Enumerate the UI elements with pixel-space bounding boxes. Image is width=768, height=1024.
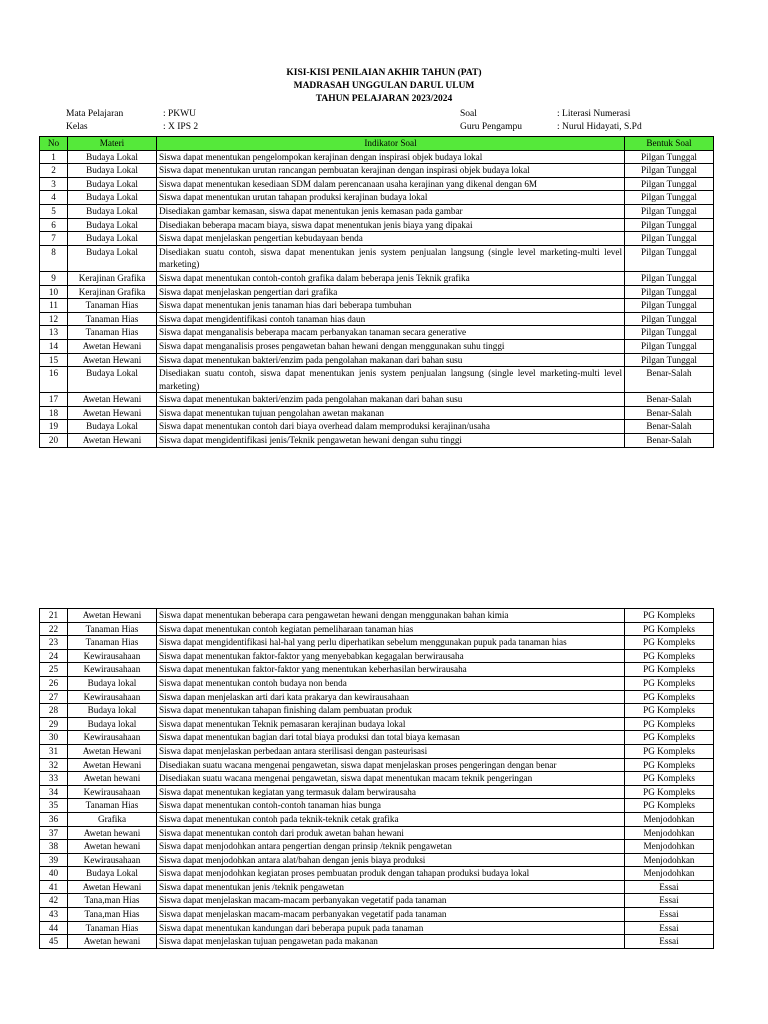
cell-bentuk: PG Kompleks — [625, 609, 714, 623]
cell-no: 2 — [40, 164, 68, 178]
cell-indikator: Siswa dapat menentukan kandungan dari beberapa pupuk pada tanaman — [157, 921, 625, 935]
cell-no: 37 — [40, 826, 68, 840]
cell-indikator: Siswa dapat menentukan contoh dari produk awetan bahan hewani — [157, 826, 625, 840]
cell-indikator: Siswa dapat menentukan faktor-faktor yang menentukan keberhasilan berwirausaha — [157, 663, 625, 677]
cell-no: 24 — [40, 649, 68, 663]
table-row — [40, 312, 714, 326]
cell-indikator: Disediakan suatu contoh, siswa dapat menentukan jenis system penjualan langsung (single level marketing-multi level marketing) — [157, 245, 625, 271]
cell-no: 33 — [40, 772, 68, 786]
cell-indikator: Siswa dapat mengidentifikasi contoh tanaman hias daun — [157, 312, 625, 326]
cell-materi: Budaya lokal — [68, 704, 157, 718]
cell-no: 22 — [40, 622, 68, 636]
table-row — [40, 731, 714, 745]
cell-materi: Awetan hewani — [68, 935, 157, 949]
cell-materi: Awetan Hewani — [68, 609, 157, 623]
cell-bentuk: PG Kompleks — [625, 676, 714, 690]
cell-indikator: Siswa dapat menentukan contoh kegiatan pemeliharaan tanaman hias — [157, 622, 625, 636]
cell-no: 14 — [40, 339, 68, 353]
cell-materi: Budaya Lokal — [68, 867, 157, 881]
cell-indikator: Siswa dapat menentukan contoh-contoh grafika dalam beberapa jenis Teknik grafika — [157, 271, 625, 285]
cell-no: 44 — [40, 921, 68, 935]
cell-materi: Tana,man Hias — [68, 908, 157, 922]
table-row — [40, 204, 714, 218]
cell-indikator: Siswa dapat menjodohkan kegiatan proses pembuatan produk dengan tahapan produksi budaya lokal — [157, 867, 625, 881]
table-row — [40, 299, 714, 313]
cell-materi: Budaya Lokal — [68, 232, 157, 246]
table-row — [40, 935, 714, 949]
cell-indikator: Siswa dapat menentukan jenis /teknik pengawetan — [157, 880, 625, 894]
table-row — [40, 772, 714, 786]
table-row — [40, 894, 714, 908]
cell-bentuk: Essai — [625, 935, 714, 949]
table-row — [40, 880, 714, 894]
cell-bentuk: Pilgan Tunggal — [625, 232, 714, 246]
table-row — [40, 420, 714, 434]
cell-bentuk: Essai — [625, 880, 714, 894]
table-row — [40, 609, 714, 623]
cell-bentuk: PG Kompleks — [625, 744, 714, 758]
cell-bentuk: Pilgan Tunggal — [625, 353, 714, 367]
cell-no: 25 — [40, 663, 68, 677]
cell-no: 15 — [40, 353, 68, 367]
mapel-label: Mata Pelajaran — [66, 109, 124, 119]
cell-indikator: Siswa dapat menjelaskan macam-macam perbanyakan vegetatif pada tanaman — [157, 894, 625, 908]
cell-materi: Grafika — [68, 812, 157, 826]
cell-materi: Budaya Lokal — [68, 367, 157, 393]
cell-no: 41 — [40, 880, 68, 894]
cell-indikator: Disediakan gambar kemasan, siswa dapat menentukan jenis kemasan pada gambar — [157, 204, 625, 218]
cell-no: 28 — [40, 704, 68, 718]
cell-bentuk: PG Kompleks — [625, 663, 714, 677]
table-row — [40, 853, 714, 867]
soal-label: Soal — [460, 109, 477, 119]
cell-indikator: Siswa dapat menentukan contoh dari biaya overhead dalam memproduksi kerajinan/usaha — [157, 420, 625, 434]
table-row — [40, 271, 714, 285]
cell-materi: Kewirausahaan — [68, 731, 157, 745]
cell-indikator: Disediakan suatu wacana mengenai pengawetan, siswa dapat menentukan macam teknik pengeringan — [157, 772, 625, 786]
table-row — [40, 622, 714, 636]
cell-bentuk: Pilgan Tunggal — [625, 245, 714, 271]
cell-no: 31 — [40, 744, 68, 758]
table-row — [40, 908, 714, 922]
cell-indikator: Siswa dapat mengidentifikasi jenis/Teknik pengawetan hewani dengan suhu tinggi — [157, 434, 625, 448]
table-row — [40, 232, 714, 246]
cell-bentuk: PG Kompleks — [625, 649, 714, 663]
table-row — [40, 690, 714, 704]
cell-bentuk: Essai — [625, 908, 714, 922]
cell-no: 36 — [40, 812, 68, 826]
table-row — [40, 367, 714, 393]
cell-bentuk: PG Kompleks — [625, 690, 714, 704]
kelas-value: : X IPS 2 — [163, 122, 199, 132]
cell-materi: Awetan Hewani — [68, 406, 157, 420]
cell-bentuk: Pilgan Tunggal — [625, 271, 714, 285]
cell-materi: Tana,man Hias — [68, 894, 157, 908]
cell-no: 18 — [40, 406, 68, 420]
cell-indikator: Siswa dapat menjodohkan antara pengertian dengan prinsip /teknik pengawetan — [157, 840, 625, 854]
table-row — [40, 245, 714, 271]
title-line-3: TAHUN PELAJARAN 2023/2024 — [315, 94, 453, 104]
cell-bentuk: Menjodohkan — [625, 867, 714, 881]
cell-no: 9 — [40, 271, 68, 285]
table-row — [40, 744, 714, 758]
cell-bentuk: PG Kompleks — [625, 636, 714, 650]
cell-materi: Budaya Lokal — [68, 150, 157, 164]
table-row — [40, 285, 714, 299]
cell-materi: Kewirausahaan — [68, 853, 157, 867]
cell-no: 27 — [40, 690, 68, 704]
table-body — [40, 609, 714, 949]
cell-no: 16 — [40, 367, 68, 393]
cell-bentuk: Pilgan Tunggal — [625, 339, 714, 353]
cell-indikator: Disediakan suatu contoh, siswa dapat menentukan jenis system penjualan langsung (single level marketing-multi level marketing) — [157, 367, 625, 393]
cell-materi: Awetan Hewani — [68, 744, 157, 758]
cell-materi: Awetan Hewani — [68, 758, 157, 772]
cell-bentuk: PG Kompleks — [625, 758, 714, 772]
cell-bentuk: PG Kompleks — [625, 717, 714, 731]
table-row — [40, 191, 714, 205]
cell-no: 4 — [40, 191, 68, 205]
table-row — [40, 785, 714, 799]
table-row — [40, 676, 714, 690]
cell-indikator: Siswa dapat menjodohkan antara alat/bahan dengan jenis biaya produksi — [157, 853, 625, 867]
cell-materi: Tanaman Hias — [68, 312, 157, 326]
cell-indikator: Siswa dapat menentukan urutan tahapan produksi kerajinan budaya lokal — [157, 191, 625, 205]
cell-indikator: Siswa dapat menentukan urutan rancangan pembuatan kerajinan dengan inspirasi objek budaya lokal — [157, 164, 625, 178]
cell-materi: Awetan Hewani — [68, 339, 157, 353]
header-no: No — [40, 137, 68, 151]
table-row — [40, 636, 714, 650]
cell-materi: Budaya Lokal — [68, 177, 157, 191]
table-row — [40, 826, 714, 840]
cell-bentuk: Essai — [625, 894, 714, 908]
cell-no: 43 — [40, 908, 68, 922]
cell-indikator: Siswa dapat menentukan Teknik pemasaran kerajinan budaya lokal — [157, 717, 625, 731]
cell-indikator: Siswa dapat menentukan bagian dari total biaya produksi dan total biaya kemasan — [157, 731, 625, 745]
cell-no: 38 — [40, 840, 68, 854]
cell-no: 40 — [40, 867, 68, 881]
cell-indikator: Siswa dapat menentukan kegiatan yang termasuk dalam berwirausaha — [157, 785, 625, 799]
cell-bentuk: Benar-Salah — [625, 406, 714, 420]
kisi-kisi-table-page-1 — [39, 136, 714, 448]
cell-no: 8 — [40, 245, 68, 271]
cell-indikator: Siswa dapat menganalisis proses pengawetan bahan hewani dengan menggunakan suhu tinggi — [157, 339, 625, 353]
cell-materi: Awetan Hewani — [68, 393, 157, 407]
table-row — [40, 812, 714, 826]
cell-indikator: Siswa dapat menentukan bakteri/enzim pada pengolahan makanan dari bahan susu — [157, 393, 625, 407]
cell-no: 6 — [40, 218, 68, 232]
header-bentuk: Bentuk Soal — [625, 137, 714, 151]
cell-materi: Kerajinan Grafika — [68, 285, 157, 299]
cell-bentuk: Menjodohkan — [625, 812, 714, 826]
cell-bentuk: Pilgan Tunggal — [625, 150, 714, 164]
title-line-2: MADRASAH UNGGULAN DARUL ULUM — [293, 81, 475, 91]
cell-indikator: Siswa dapan menjelaskan arti dari kata prakarya dan kewirausahaan — [157, 690, 625, 704]
cell-materi: Budaya lokal — [68, 717, 157, 731]
cell-no: 35 — [40, 799, 68, 813]
cell-indikator: Siswa dapat menentukan contoh pada teknik-teknik cetak grafika — [157, 812, 625, 826]
cell-bentuk: Menjodohkan — [625, 840, 714, 854]
table-header-row — [40, 137, 714, 151]
cell-indikator: Siswa dapat menentukan faktor-faktor yang menyebabkan kegagalan berwirausaha — [157, 649, 625, 663]
cell-bentuk: PG Kompleks — [625, 731, 714, 745]
cell-bentuk: PG Kompleks — [625, 785, 714, 799]
cell-materi: Kewirausahaan — [68, 663, 157, 677]
cell-bentuk: Pilgan Tunggal — [625, 204, 714, 218]
table-row — [40, 434, 714, 448]
table-row — [40, 663, 714, 677]
header-indikator: Indikator Soal — [157, 137, 625, 151]
cell-bentuk: PG Kompleks — [625, 772, 714, 786]
cell-bentuk: Pilgan Tunggal — [625, 326, 714, 340]
cell-bentuk: Benar-Salah — [625, 434, 714, 448]
cell-indikator: Siswa dapat menentukan beberapa cara pengawetan hewani dengan menggunakan bahan kimia — [157, 609, 625, 623]
cell-bentuk: Menjodohkan — [625, 826, 714, 840]
cell-no: 45 — [40, 935, 68, 949]
cell-indikator: Siswa dapat menjelaskan macam-macam perbanyakan vegetatif pada tanaman — [157, 908, 625, 922]
cell-materi: Budaya Lokal — [68, 420, 157, 434]
cell-no: 17 — [40, 393, 68, 407]
cell-bentuk: Pilgan Tunggal — [625, 285, 714, 299]
cell-indikator: Disediakan beberapa macam biaya, siswa dapat menentukan jenis biaya yang dipakai — [157, 218, 625, 232]
table-row — [40, 799, 714, 813]
table-row — [40, 840, 714, 854]
cell-indikator: Siswa dapat menentukan tahapan finishing dalam pembuatan produk — [157, 704, 625, 718]
cell-materi: Tanaman Hias — [68, 299, 157, 313]
kisi-kisi-table-page-2 — [39, 608, 714, 949]
guru-value: : Nurul Hidayati, S.Pd — [557, 122, 642, 132]
cell-indikator: Siswa dapat mengidentifikasi hal-hal yang perlu diperhatikan sebelum menggunakan pupuk pada tanaman hias — [157, 636, 625, 650]
cell-materi: Awetan Hewani — [68, 353, 157, 367]
cell-no: 34 — [40, 785, 68, 799]
cell-indikator: Disediakan suatu wacana mengenai pengawetan, siswa dapat menjelaskan proses pengeringan dengan benar — [157, 758, 625, 772]
cell-materi: Kewirausahaan — [68, 785, 157, 799]
cell-no: 5 — [40, 204, 68, 218]
kelas-label: Kelas — [66, 122, 88, 132]
cell-materi: Budaya Lokal — [68, 204, 157, 218]
table-row — [40, 406, 714, 420]
cell-materi: Kewirausahaan — [68, 690, 157, 704]
cell-bentuk: Benar-Salah — [625, 420, 714, 434]
cell-bentuk: Pilgan Tunggal — [625, 299, 714, 313]
cell-no: 20 — [40, 434, 68, 448]
cell-bentuk: PG Kompleks — [625, 704, 714, 718]
cell-no: 10 — [40, 285, 68, 299]
table-row — [40, 218, 714, 232]
cell-indikator: Siswa dapat menjelaskan pengertian dari grafika — [157, 285, 625, 299]
cell-no: 23 — [40, 636, 68, 650]
cell-materi: Tanaman Hias — [68, 921, 157, 935]
cell-bentuk: Pilgan Tunggal — [625, 164, 714, 178]
cell-no: 7 — [40, 232, 68, 246]
cell-indikator: Siswa dapat menganalisis beberapa macam perbanyakan tanaman secara generative — [157, 326, 625, 340]
cell-bentuk: Pilgan Tunggal — [625, 191, 714, 205]
cell-materi: Tanaman Hias — [68, 326, 157, 340]
header-materi: Materi — [68, 137, 157, 151]
cell-no: 42 — [40, 894, 68, 908]
cell-indikator: Siswa dapat menentukan jenis tanaman hias dari beberapa tumbuhan — [157, 299, 625, 313]
title-line-1: KISI-KISI PENILAIAN AKHIR TAHUN (PAT) — [286, 68, 482, 78]
table-body — [40, 150, 714, 447]
cell-no: 13 — [40, 326, 68, 340]
table-row — [40, 649, 714, 663]
table-row — [40, 393, 714, 407]
cell-no: 12 — [40, 312, 68, 326]
cell-bentuk: Pilgan Tunggal — [625, 312, 714, 326]
table-row — [40, 326, 714, 340]
cell-indikator: Siswa dapat menentukan tujuan pengolahan awetan makanan — [157, 406, 625, 420]
cell-bentuk: PG Kompleks — [625, 799, 714, 813]
cell-materi: Awetan hewani — [68, 840, 157, 854]
soal-value: : Literasi Numerasi — [557, 109, 631, 119]
cell-no: 30 — [40, 731, 68, 745]
cell-materi: Budaya Lokal — [68, 218, 157, 232]
cell-materi: Awetan hewani — [68, 826, 157, 840]
guru-label: Guru Pengampu — [460, 122, 523, 132]
cell-no: 32 — [40, 758, 68, 772]
cell-bentuk: Pilgan Tunggal — [625, 177, 714, 191]
table-row — [40, 164, 714, 178]
cell-no: 19 — [40, 420, 68, 434]
cell-no: 39 — [40, 853, 68, 867]
table-row — [40, 353, 714, 367]
cell-no: 1 — [40, 150, 68, 164]
cell-materi: Budaya Lokal — [68, 191, 157, 205]
cell-bentuk: Pilgan Tunggal — [625, 218, 714, 232]
cell-materi: Tanaman Hias — [68, 799, 157, 813]
cell-materi: Awetan hewani — [68, 772, 157, 786]
cell-materi: Awetan Hewani — [68, 434, 157, 448]
cell-indikator: Siswa dapat menentukan kesediaan SDM dalam perencanaan usaha kerajinan yang dikenal dengan 6M — [157, 177, 625, 191]
cell-bentuk: PG Kompleks — [625, 622, 714, 636]
cell-indikator: Siswa dapat menentukan bakteri/enzim pada pengolahan makanan dari bahan susu — [157, 353, 625, 367]
cell-no: 29 — [40, 717, 68, 731]
cell-materi: Budaya lokal — [68, 676, 157, 690]
table-row — [40, 150, 714, 164]
table-row — [40, 921, 714, 935]
cell-no: 3 — [40, 177, 68, 191]
cell-materi: Tanaman Hias — [68, 622, 157, 636]
cell-indikator: Siswa dapat menjelaskan tujuan pengawetan pada makanan — [157, 935, 625, 949]
cell-materi: Kerajinan Grafika — [68, 271, 157, 285]
table-row — [40, 177, 714, 191]
cell-indikator: Siswa dapat menentukan contoh-contoh tanaman hias bunga — [157, 799, 625, 813]
table-row — [40, 339, 714, 353]
cell-materi: Budaya Lokal — [68, 245, 157, 271]
table-row — [40, 704, 714, 718]
cell-materi: Awetan Hewani — [68, 880, 157, 894]
cell-bentuk: Menjodohkan — [625, 853, 714, 867]
cell-indikator: Siswa dapat menentukan pengelompokan kerajinan dengan inspirasi objek budaya lokal — [157, 150, 625, 164]
cell-indikator: Siswa dapat menjelaskan perbedaan antara sterilisasi dengan pasteurisasi — [157, 744, 625, 758]
cell-bentuk: Benar-Salah — [625, 393, 714, 407]
cell-no: 21 — [40, 609, 68, 623]
cell-no: 11 — [40, 299, 68, 313]
cell-bentuk: Essai — [625, 921, 714, 935]
cell-materi: Budaya Lokal — [68, 164, 157, 178]
table-row — [40, 758, 714, 772]
cell-indikator: Siswa dapat menentukan contoh budaya non benda — [157, 676, 625, 690]
cell-bentuk: Benar-Salah — [625, 367, 714, 393]
cell-indikator: Siswa dapat menjelaskan pengertian kebudayaan benda — [157, 232, 625, 246]
table-row — [40, 717, 714, 731]
table-row — [40, 867, 714, 881]
cell-materi: Kewirausahaan — [68, 649, 157, 663]
cell-materi: Tanaman Hias — [68, 636, 157, 650]
mapel-value: : PKWU — [163, 109, 196, 119]
cell-no: 26 — [40, 676, 68, 690]
